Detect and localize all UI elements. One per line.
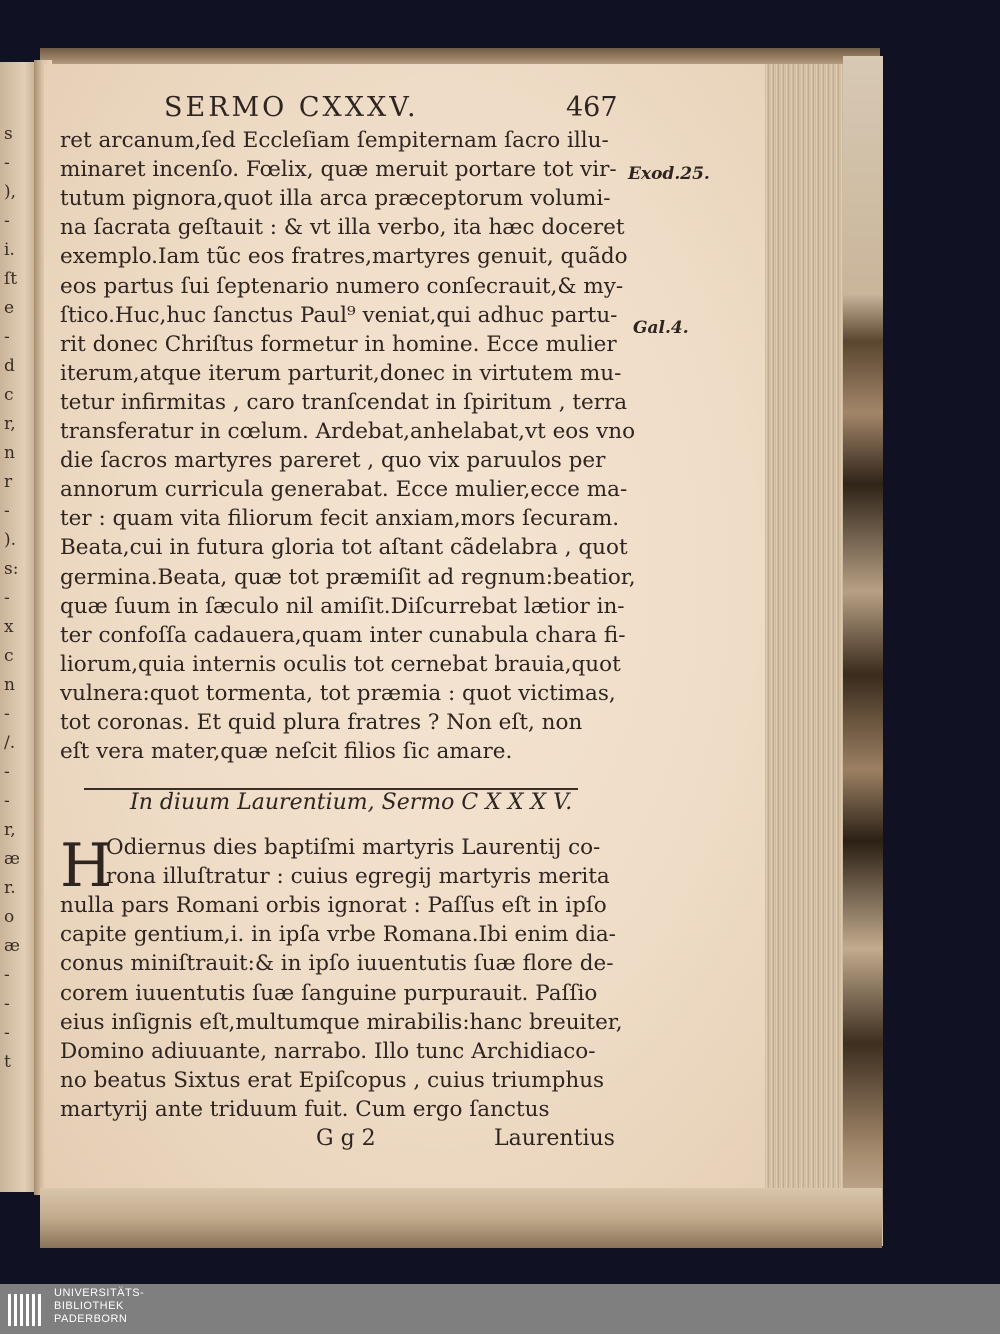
marginal-note-exod: Exod.25. (628, 164, 710, 184)
drop-capital: H (60, 831, 113, 901)
text-line: tutum pignora,quot illa arca præceptorum volumi- (60, 186, 611, 212)
text-line: ſtico.Huc,huc ſanctus Paul⁹ veniat,qui adhuc partu- (60, 302, 618, 328)
facing-page-fragment: /. (4, 733, 16, 753)
facing-page-fragment: t (4, 1052, 11, 1072)
library-logo-icon (6, 1290, 46, 1330)
sermon-line: corem iuuentutis ſuæ ſanguine purpurauit. Paſſio (60, 980, 598, 1006)
facing-page-fragment: r, (4, 414, 16, 434)
text-line: minaret incenſo. Fœlix, quæ meruit portare tot vir- (60, 157, 617, 183)
book-board-bottom (40, 1188, 882, 1248)
library-footer (0, 1284, 1000, 1334)
facing-page-fragment: r. (4, 878, 16, 898)
text-line: annorum curricula generabat. Ecce mulier,ecce ma- (60, 477, 628, 503)
facing-page-fragment: s: (4, 559, 19, 579)
facing-page-fragment: c (4, 385, 14, 405)
text-line: liorum,quia internis oculis tot cernebat brauia,quot (60, 651, 621, 677)
catchword: Laurentius (494, 1126, 615, 1151)
sermon-line: capite gentium,i. in ipſa vrbe Romana.Ibi enim dia- (60, 922, 616, 948)
library-name (54, 1287, 144, 1326)
sermon-heading: In diuum Laurentium, Sermo C X X X V. (130, 790, 573, 815)
page-number: 467 (566, 92, 618, 123)
text-line: ter : quam vita filiorum fecit anxiam,mors ſecuram. (60, 506, 620, 532)
text-line: na ſacrata geſtauit : & vt illa verbo, ita hæc doceret (60, 215, 625, 241)
library-name-line-3: PADERBORN (54, 1313, 128, 1325)
facing-page-fragment: - (4, 327, 10, 347)
facing-page-fragment: x (4, 617, 14, 637)
facing-page-fragment: ). (4, 530, 17, 550)
text-line: exemplo.Iam tũc eos fratres,martyres genuit, quãdo (60, 244, 628, 270)
running-head: SERMO CXXXV. (164, 92, 419, 123)
facing-page-fragment: - (4, 588, 10, 608)
sermon-line: martyrij ante triduum fuit. Cum ergo ſanctus (60, 1096, 550, 1122)
library-name-line-1: UNIVERSITÄTS- (54, 1287, 145, 1299)
text-line: iterum,atque iterum parturit,donec in virtutem mu- (60, 360, 622, 386)
facing-page-fragment: - (4, 501, 10, 521)
facing-page-fragment: e (4, 298, 15, 318)
facing-page-fragment: - (4, 704, 10, 724)
text-line: Beata,cui in futura gloria tot aſtant cãdelabra , quot (60, 535, 628, 561)
facing-page-fragment: i. (4, 240, 15, 260)
library-name-line-2: BIBLIOTHEK (54, 1300, 124, 1312)
text-line: transferatur in cœlum. Ardebat,anhelabat,vt eos vno (60, 419, 636, 444)
sermon-line: conus miniſtrauit:& in ipſo iuuentutis ſuæ flore de- (60, 951, 614, 977)
sermon-line: rona illuſtratur : cuius egregij martyris merita (106, 864, 610, 890)
facing-page-fragment: c (4, 646, 14, 666)
facing-page-fragment: - (4, 211, 10, 231)
facing-page-fragment: - (4, 994, 10, 1014)
facing-page-fragment: - (4, 791, 10, 811)
marbled-cover (843, 56, 883, 1246)
text-line: die ſacros martyres pareret , quo vix paruulos per (60, 448, 606, 474)
facing-page-fragment: æ (4, 849, 20, 869)
text-line: eos partus ſui ſeptenario numero conſecrauit,& my- (60, 273, 624, 299)
marginal-note-gal: Gal.4. (633, 318, 689, 338)
sermon-line: eius inſignis eſt,multumque mirabilis:hanc breuiter, (60, 1009, 623, 1035)
sermon-line: Odiernus dies baptiſmi martyris Laurentij co- (106, 835, 601, 860)
sermon-line: Domino adiuuante, narrabo. Illo tunc Archidiaco- (60, 1038, 596, 1064)
facing-page-fragment: - (4, 762, 10, 782)
text-line: eſt vera mater,quæ neſcit filios ſic amare. (60, 739, 513, 765)
text-line: ter confoſſa cadauera,quam inter cunabula chara fi- (60, 622, 626, 648)
facing-page-fragment: ), (4, 182, 17, 202)
facing-page-fragment: - (4, 965, 10, 985)
text-line: vulnera:quot tormenta, tot præmia : quot victimas, (60, 680, 616, 706)
facing-page-fragment: r, (4, 820, 16, 840)
facing-page-fragment: n (4, 443, 15, 463)
text-line: quæ ſuum in ſæculo nil amiſit.Diſcurrebat lætior in- (60, 593, 625, 619)
text-line: tetur infirmitas , caro tranſcendat in ſpiritum , terra (60, 389, 628, 415)
facing-page-fragment: ſt (4, 269, 18, 289)
facing-page-fragment: - (4, 153, 10, 173)
facing-page-fragment: r (4, 472, 13, 492)
facing-page-fragment: - (4, 1023, 10, 1043)
sermon-line: no beatus Sixtus erat Epiſcopus , cuius triumphus (60, 1067, 605, 1093)
text-line: rit donec Chriſtus formetur in homine. Ecce mulier (60, 331, 617, 357)
facing-page-fragment: d (4, 356, 15, 376)
page-edges (765, 64, 845, 1214)
signature-mark: G g 2 (316, 1126, 376, 1151)
facing-page-fragment: n (4, 675, 15, 695)
facing-page-fragment: o (4, 907, 15, 927)
text-line: ret arcanum,ſed Eccleſiam ſempiternam ſacro illu- (60, 128, 609, 153)
facing-page-fragment: æ (4, 936, 20, 956)
text-line: germina.Beata, quæ tot præmiſit ad regnum:beatior, (60, 564, 636, 590)
text-line: tot coronas. Et quid plura fratres ? Non eſt, non (60, 710, 583, 735)
sermon-line: nulla pars Romani orbis ignorat : Paſſus eſt in ipſo (60, 893, 607, 919)
facing-page-fragment: s (4, 124, 13, 144)
